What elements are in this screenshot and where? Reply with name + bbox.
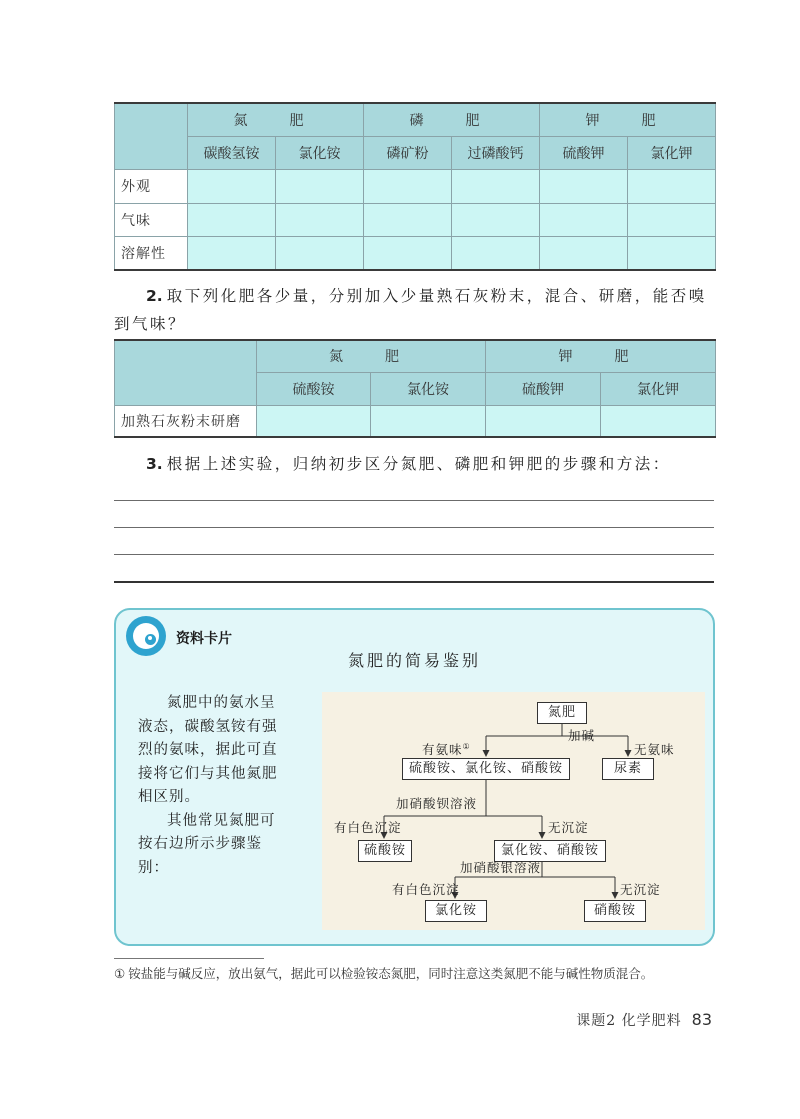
page-number: 83 — [691, 1010, 712, 1029]
column-header: 氯化钾 — [628, 136, 716, 169]
node-three-salts: 硫酸铵、氯化铵、硝酸铵 — [402, 758, 570, 780]
column-header: 碳酸氢铵 — [188, 136, 276, 169]
info-paragraph: 氮肥中的氨水呈液态，碳酸氢铵有强烈的氨味，据此可直接将它们与其他氮肥相区别。 — [138, 695, 278, 805]
empty-cell[interactable] — [364, 203, 452, 236]
label-no-ammonia-smell: 无氨味 — [634, 742, 675, 757]
row-label: 外观 — [115, 169, 188, 203]
label-add-alkali: 加碱 — [568, 728, 596, 743]
empty-cell[interactable] — [188, 203, 276, 236]
answer-line[interactable] — [114, 554, 714, 555]
empty-cell[interactable] — [628, 169, 716, 203]
label-has-ammonia-smell: 有氨味① — [422, 741, 471, 757]
footnote-text: 铵盐能与碱反应，放出氨气，据此可以检验铵态氮肥，同时注意这类氮肥不能与碱性物质混合。 — [128, 966, 654, 981]
question-3 — [114, 450, 718, 478]
empty-cell[interactable] — [628, 203, 716, 236]
row-label: 加熟石灰粉末研磨 — [115, 405, 257, 437]
info-card-text — [138, 692, 288, 880]
group-header-nitrogen: 氮 肥 — [188, 103, 364, 136]
column-header: 氯化铵 — [276, 136, 364, 169]
lime-grinding-table — [114, 339, 716, 438]
table-corner — [115, 103, 188, 169]
node-ammonium-chloride: 氯化铵 — [425, 900, 487, 922]
empty-cell[interactable] — [628, 236, 716, 270]
node-urea: 尿素 — [602, 758, 654, 780]
footnote-mark: ① — [114, 966, 126, 981]
empty-cell[interactable] — [540, 236, 628, 270]
empty-cell[interactable] — [601, 405, 716, 437]
table-row — [115, 203, 716, 236]
label-no-precipitate: 无沉淀 — [548, 820, 589, 835]
row-label: 气味 — [115, 203, 188, 236]
column-header: 硫酸铵 — [257, 372, 371, 405]
question-2 — [114, 282, 718, 338]
fertilizer-observation-table — [114, 102, 716, 271]
footnote — [114, 964, 653, 982]
label-add-barium-nitrate: 加硝酸钡溶液 — [396, 796, 478, 811]
group-header-nitrogen: 氮 肥 — [257, 340, 486, 372]
group-header-potassium: 钾 肥 — [540, 103, 716, 136]
column-header: 过磷酸钙 — [452, 136, 540, 169]
column-header: 硫酸钾 — [540, 136, 628, 169]
empty-cell[interactable] — [276, 236, 364, 270]
empty-cell[interactable] — [188, 169, 276, 203]
empty-cell[interactable] — [452, 236, 540, 270]
empty-cell[interactable] — [486, 405, 601, 437]
page-footer — [576, 1010, 712, 1030]
row-label: 溶解性 — [115, 236, 188, 270]
column-header: 硫酸钾 — [486, 372, 601, 405]
table-corner — [115, 340, 257, 405]
question-text: 取下列化肥各少量，分别加入少量熟石灰粉末，混合、研磨，能否嗅到气味？ — [114, 287, 707, 333]
node-ammonium-sulfate: 硫酸铵 — [358, 840, 412, 862]
question-number: 3. — [146, 455, 163, 473]
answer-line[interactable] — [114, 527, 714, 528]
label-add-silver-nitrate: 加硝酸银溶液 — [460, 860, 542, 875]
info-card-label: 资料卡片 — [176, 631, 232, 647]
info-paragraph: 其他常见氮肥可按右边所示步骤鉴别： — [138, 812, 276, 876]
label-white-precipitate: 有白色沉淀 — [392, 882, 460, 897]
footnote-divider — [114, 958, 264, 959]
empty-cell[interactable] — [540, 169, 628, 203]
question-text: 根据上述实验，归纳初步区分氮肥、磷肥和钾肥的步骤和方法： — [166, 455, 671, 473]
empty-cell[interactable] — [276, 169, 364, 203]
empty-cell[interactable] — [276, 203, 364, 236]
node-two-salts: 氯化铵、硝酸铵 — [494, 840, 606, 862]
label-no-precipitate: 无沉淀 — [620, 882, 661, 897]
table-row — [115, 169, 716, 203]
group-header-potassium: 钾 肥 — [486, 340, 716, 372]
label-white-precipitate: 有白色沉淀 — [334, 820, 402, 835]
question-number: 2. — [146, 287, 163, 305]
empty-cell[interactable] — [371, 405, 486, 437]
identification-flowchart — [322, 692, 705, 930]
node-nitrogen-fertilizer: 氮肥 — [537, 702, 587, 724]
table-row — [115, 405, 716, 437]
empty-cell[interactable] — [188, 236, 276, 270]
empty-cell[interactable] — [257, 405, 371, 437]
empty-cell[interactable] — [364, 169, 452, 203]
answer-line[interactable] — [114, 581, 714, 583]
info-card — [114, 608, 715, 946]
empty-cell[interactable] — [452, 203, 540, 236]
column-header: 磷矿粉 — [364, 136, 452, 169]
answer-line[interactable] — [114, 500, 714, 501]
empty-cell[interactable] — [540, 203, 628, 236]
footnote-ref: ① — [462, 741, 471, 751]
column-header: 氯化钾 — [601, 372, 716, 405]
column-header: 氯化铵 — [371, 372, 486, 405]
info-card-title: 氮肥的简易鉴别 — [347, 651, 481, 670]
node-ammonium-nitrate: 硝酸铵 — [584, 900, 646, 922]
empty-cell[interactable] — [364, 236, 452, 270]
group-header-phosphorus: 磷 肥 — [364, 103, 540, 136]
chapter-title: 课题2 化学肥料 — [576, 1013, 682, 1029]
table-row — [115, 236, 716, 270]
empty-cell[interactable] — [452, 169, 540, 203]
